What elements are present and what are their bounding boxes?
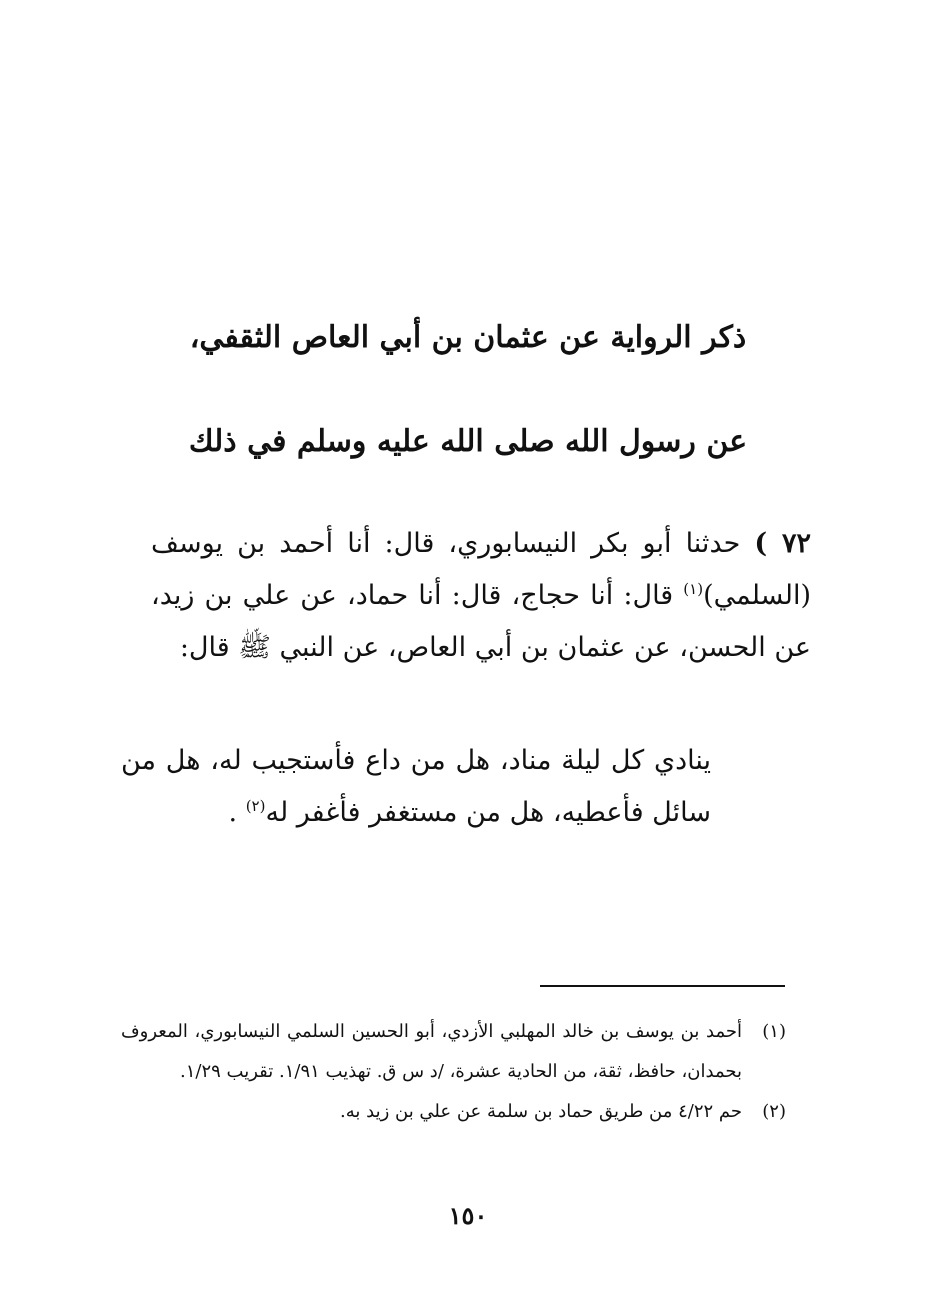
footnote-2-mark: (٢) — [762, 1101, 786, 1122]
footnotes — [121, 1012, 786, 1132]
matn-text: ينادي كل ليلة مناد، هل من داع فأستجيب له، هل من سائل فأعطيه، هل من مستغفر فأغفر له — [121, 745, 711, 828]
hadith-matn — [121, 735, 711, 839]
matn-end: . — [228, 797, 246, 828]
footnote-2-text: حم ٤/٢٢ من طريق حماد بن سلمة عن علي بن زيد به. — [340, 1101, 742, 1122]
footnote-1-mark: (١) — [762, 1021, 786, 1042]
chapter-heading-line-2: عن رسول الله صلى الله عليه وسلم في ذلك — [188, 424, 748, 459]
isnad-text-part-1: حدثنا أبو بكر النيسابوري، قال: أنا أحمد بن يوسف (السلمي) — [151, 528, 811, 611]
footnote-2 — [121, 1092, 786, 1132]
isnad-text-part-2: قال: أنا حجاج، قال: أنا حماد، عن علي بن زيد، عن الحسن، عن عثمان بن أبي العاص، عن النبي ﷺ قال: — [151, 580, 811, 663]
footnote-separator — [540, 985, 785, 987]
hadith-isnad — [151, 518, 811, 674]
footnote-1 — [121, 1012, 786, 1092]
footnote-reference-1: (١) — [683, 580, 704, 598]
chapter-heading-line-1: ذكر الرواية عن عثمان بن أبي العاص الثقفي، — [189, 320, 747, 355]
hadith-number: ٧٢ ) — [754, 528, 811, 559]
footnote-1-text: أحمد بن يوسف بن خالد المهلبي الأزدي، أبو الحسين السلمي النيسابوري، المعروف بحمدان، حافظ، ثقة، من الحادية عشرة، /د س ق. تهذيب ١/٩١. تقريب ١/٢٩. — [121, 1021, 742, 1082]
footnote-reference-2: (٢) — [245, 797, 266, 815]
page-number: ١٥٠ — [448, 1201, 488, 1230]
